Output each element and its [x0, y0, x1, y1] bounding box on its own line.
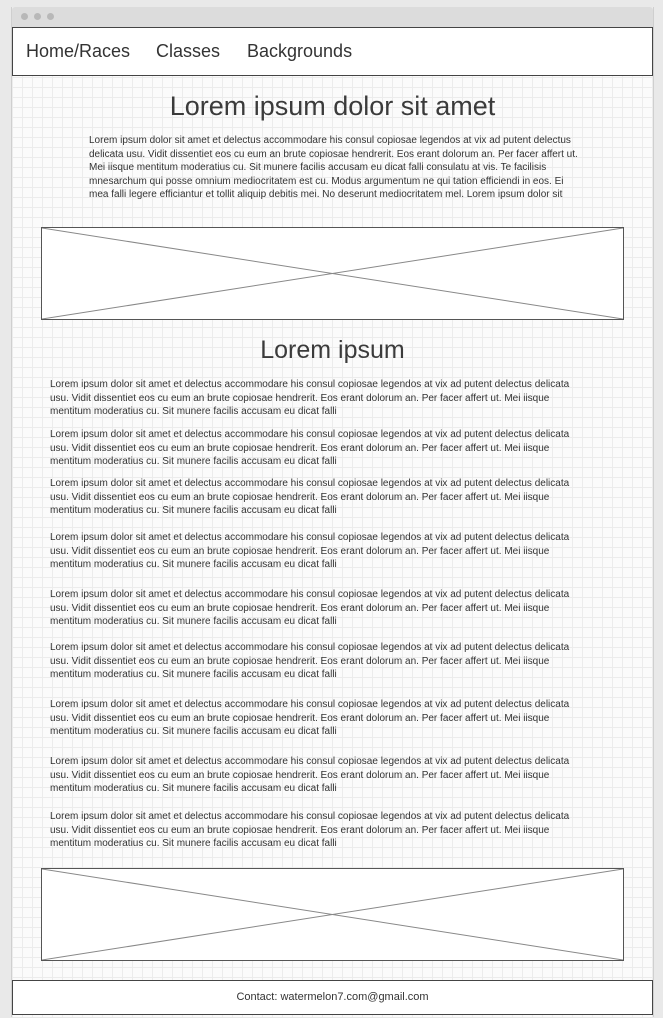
image-placeholder — [41, 868, 624, 961]
nav-item-backgrounds[interactable]: Backgrounds — [247, 41, 353, 61]
nav-item-classes[interactable]: Classes — [156, 41, 221, 61]
section-paragraph: Lorem ipsum dolor sit amet et delectus accommodare his consul copiosae legendos at vix ad putent delectus delicata usu. Vidit dissentiet eos cu eum an brute copiosae hendrerit. Eos erant dolorum an. Per facer affert ut. Mei iisque mentitum moderatius cu. Sit munere facilis accusam eu dicat falli — [50, 811, 570, 849]
section-paragraph: Lorem ipsum dolor sit amet et delectus accommodare his consul copiosae legendos at vix ad putent delectus delicata usu. Vidit dissentiet eos cu eum an brute copiosae hendrerit. Eos erant dolorum an. Per facer affert ut. Mei iisque mentitum moderatius cu. Sit munere facilis accusam eu dicat falli — [50, 756, 570, 794]
section-paragraph: Lorem ipsum dolor sit amet et delectus accommodare his consul copiosae legendos at vix ad putent delectus delicata usu. Vidit dissentiet eos cu eum an brute copiosae hendrerit. Eos erant dolorum an. Per facer affert ut. Mei iisque mentitum moderatius cu. Sit munere facilis accusam eu dicat falli — [50, 532, 570, 570]
browser-window — [11, 7, 654, 1017]
section-paragraph: Lorem ipsum dolor sit amet et delectus accommodare his consul copiosae legendos at vix ad putent delectus delicata usu. Vidit dissentiet eos cu eum an brute copiosae hendrerit. Eos erant dolorum an. Per facer affert ut. Mei iisque mentitum moderatius cu. Sit munere facilis accusam eu dicat falli — [50, 429, 570, 467]
window-titlebar — [12, 7, 653, 27]
window-dot-icon — [21, 13, 28, 20]
window-dot-icon — [34, 13, 41, 20]
window-dot-icon — [47, 13, 54, 20]
nav-bar — [12, 27, 653, 76]
section-paragraph: Lorem ipsum dolor sit amet et delectus accommodare his consul copiosae legendos at vix ad putent delectus delicata usu. Vidit dissentiet eos cu eum an brute copiosae hendrerit. Eos erant dolorum an. Per facer affert ut. Mei iisque mentitum moderatius cu. Sit munere facilis accusam eu dicat falli — [50, 642, 570, 680]
image-placeholder-icon — [42, 228, 623, 319]
footer — [12, 980, 653, 1015]
section-paragraph: Lorem ipsum dolor sit amet et delectus accommodare his consul copiosae legendos at vix ad putent delectus delicata usu. Vidit dissentiet eos cu eum an brute copiosae hendrerit. Eos erant dolorum an. Per facer affert ut. Mei iisque mentitum moderatius cu. Sit munere facilis accusam eu dicat falli — [50, 379, 570, 417]
intro-paragraph: Lorem ipsum dolor sit amet et delectus accommodare his consul copiosae legendos at vix ad putent delectus delicata usu. Vidit dissentiet eos cu eum an brute copiosae hendrerit. Eos erant dolorum an. Per facer affert ut. Mei iisque mentitum moderatius cu. Sit munere facilis accusam eu dicat falli consulatu at vis. Te facilisis mnesarchum qui posse omnium mediocritatem est cu. Modus argumentum ne qui tation efficiendi in eos. Ei mea falli legere efficiantur et tollit aliquip debitis mei. No deserunt mediocritatem mel. Lorem ipsum dolor sit — [89, 135, 578, 200]
nav-item-home-races[interactable]: Home/Races — [26, 41, 131, 61]
section-paragraph: Lorem ipsum dolor sit amet et delectus accommodare his consul copiosae legendos at vix ad putent delectus delicata usu. Vidit dissentiet eos cu eum an brute copiosae hendrerit. Eos erant dolorum an. Per facer affert ut. Mei iisque mentitum moderatius cu. Sit munere facilis accusam eu dicat falli — [50, 478, 570, 516]
section-title: Lorem ipsum — [260, 336, 405, 364]
footer-contact: Contact: watermelon7.com@gmail.com — [236, 991, 429, 1003]
section-paragraph: Lorem ipsum dolor sit amet et delectus accommodare his consul copiosae legendos at vix ad putent delectus delicata usu. Vidit dissentiet eos cu eum an brute copiosae hendrerit. Eos erant dolorum an. Per facer affert ut. Mei iisque mentitum moderatius cu. Sit munere facilis accusam eu dicat falli — [50, 699, 570, 737]
image-placeholder — [41, 227, 624, 320]
image-placeholder-icon — [42, 869, 623, 960]
page-title: Lorem ipsum dolor sit amet — [169, 91, 496, 121]
section-paragraph: Lorem ipsum dolor sit amet et delectus accommodare his consul copiosae legendos at vix ad putent delectus delicata usu. Vidit dissentiet eos cu eum an brute copiosae hendrerit. Eos erant dolorum an. Per facer affert ut. Mei iisque mentitum moderatius cu. Sit munere facilis accusam eu dicat falli — [50, 589, 570, 627]
